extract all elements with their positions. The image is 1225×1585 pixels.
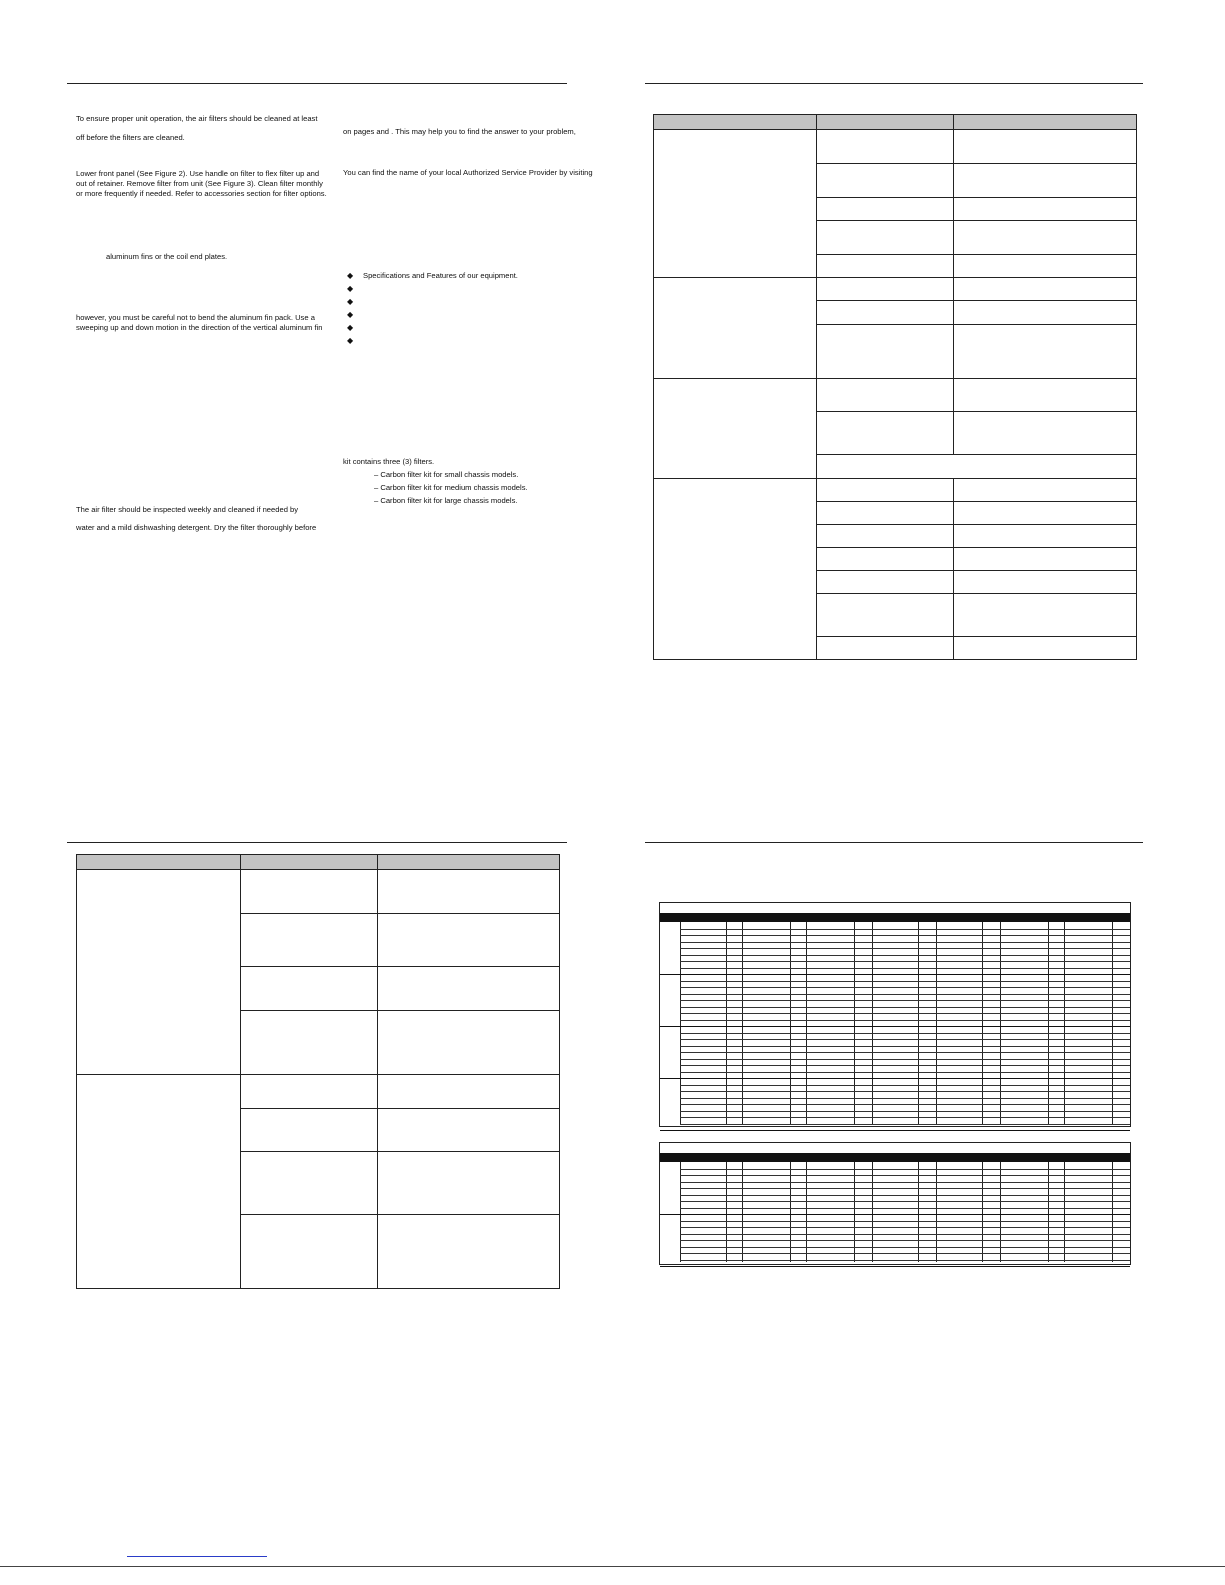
- solution-cell: [954, 255, 1137, 278]
- top-right-header-rule: [645, 83, 1143, 84]
- carbon-kit-item: – Carbon filter kit for large chassis models.: [374, 496, 518, 505]
- grid-header-band: [660, 1153, 1130, 1162]
- bullet-item: [347, 334, 518, 347]
- grid-row-line: [680, 1020, 1130, 1021]
- grid-column-line: [1112, 922, 1113, 1124]
- bullet-item: ◆ Specifications and Features of our equipment.: [347, 271, 518, 280]
- cause-cell: [817, 594, 954, 637]
- solution-cell: [378, 1075, 560, 1109]
- grid-row-line: [680, 1052, 1130, 1053]
- coil-paragraph-line: however, you must be careful not to bend the aluminum fin pack. Use a: [76, 313, 315, 322]
- cause-cell: [817, 502, 954, 525]
- grid-row-line: [680, 1253, 1130, 1254]
- table-header-row: [77, 855, 560, 870]
- solution-cell: [378, 1109, 560, 1152]
- grid-column-line: [854, 922, 855, 1124]
- cause-cell: [817, 198, 954, 221]
- grid-row-line: [680, 1065, 1130, 1066]
- grid-row-line: [680, 1098, 1130, 1099]
- table-row: [654, 278, 1137, 301]
- table-row: [654, 130, 1137, 164]
- solution-cell: [954, 278, 1137, 301]
- grid-row-line: [680, 1227, 1130, 1228]
- table-header-cell: [77, 855, 241, 870]
- grid-row-line: [680, 1085, 1130, 1086]
- grid-group-divider: [660, 1078, 1130, 1079]
- diamond-bullet-icon: ◆: [347, 297, 354, 306]
- top-left-header-rule: [67, 83, 567, 84]
- specifications-grid-table: [659, 902, 1131, 1127]
- grid-row-line: [680, 1033, 1130, 1034]
- solution-cell: [954, 221, 1137, 255]
- grid-row-line: [680, 1175, 1130, 1176]
- coil-paragraph-line: aluminum fins or the coil end plates.: [106, 252, 228, 261]
- table-header-cell: [954, 115, 1137, 130]
- solution-cell: [954, 301, 1137, 325]
- solution-cell: [378, 1215, 560, 1289]
- grid-row-line: [680, 1234, 1130, 1235]
- grid-column-line: [872, 922, 873, 1124]
- grid-row-line: [680, 1117, 1130, 1118]
- grid-column-line: [936, 922, 937, 1124]
- diamond-bullet-icon: ◆: [347, 310, 354, 319]
- bullet-item: [347, 282, 518, 295]
- cause-cell: [241, 1152, 378, 1215]
- grid-row-line: [680, 929, 1130, 930]
- solution-cell: [378, 870, 560, 914]
- bottom-right-header-rule: [645, 842, 1143, 843]
- solution-cell: [954, 164, 1137, 198]
- carbon-kit-item: – Carbon filter kit for small chassis models.: [374, 470, 519, 479]
- bottom-left-header-rule: [67, 842, 567, 843]
- grid-group-divider: [660, 974, 1130, 975]
- troubleshooting-table-right: [653, 114, 1137, 660]
- grid-row-line: [680, 1013, 1130, 1014]
- solution-cell: [378, 967, 560, 1011]
- grid-row-line: [680, 1195, 1130, 1196]
- grid-row-line: [680, 942, 1130, 943]
- grid-group-divider: [660, 1214, 1130, 1215]
- grid-column-line: [982, 922, 983, 1124]
- table-row: [77, 1075, 560, 1109]
- grid-column-line: [918, 922, 919, 1124]
- bullet-item: [347, 308, 518, 321]
- solution-cell: [954, 594, 1137, 637]
- cause-cell: [241, 914, 378, 967]
- cause-cell: [817, 325, 954, 379]
- grid-row-line: [680, 1059, 1130, 1060]
- cause-cell: [817, 548, 954, 571]
- grid-row-line: [680, 935, 1130, 936]
- filter-paragraph-line: out of retainer. Remove filter from unit (See Figure 3). Clean filter monthly: [76, 179, 323, 188]
- service-provider-line: You can find the name of your local Authorized Service Provider by visiting: [343, 168, 593, 177]
- merged-cell: [817, 455, 1137, 479]
- cause-cell: [817, 525, 954, 548]
- table-row: [654, 379, 1137, 412]
- service-pages-line: on pages and . This may help you to find the answer to your problem,: [343, 127, 576, 136]
- grid-column-line: [1000, 922, 1001, 1124]
- filter-paragraph-line: off before the filters are cleaned.: [76, 133, 185, 142]
- table-row: [77, 870, 560, 914]
- cause-cell: [817, 221, 954, 255]
- grid-column-line: [790, 922, 791, 1124]
- grid-header-band: [660, 913, 1130, 922]
- grid-row-line: [680, 1104, 1130, 1105]
- grid-row-line: [680, 1247, 1130, 1248]
- grid-row-line: [680, 1188, 1130, 1189]
- carbon-kit-line: kit contains three (3) filters.: [343, 457, 435, 466]
- filter-inspection-line: The air filter should be inspected weekly and cleaned if needed by: [76, 505, 299, 514]
- grid-column-line: [1064, 922, 1065, 1124]
- solution-cell: [378, 914, 560, 967]
- coil-paragraph-line: sweeping up and down motion in the direction of the vertical aluminum fin: [76, 323, 323, 332]
- footer-rule: [0, 1566, 1225, 1567]
- cause-cell: [241, 1011, 378, 1075]
- bullet-item: [347, 321, 518, 334]
- solution-cell: [954, 198, 1137, 221]
- problem-cell: [654, 479, 817, 660]
- grid-group-divider: [660, 1266, 1130, 1267]
- grid-row-line: [680, 961, 1130, 962]
- grid-row-line: [680, 1221, 1130, 1222]
- grid-row-line: [680, 1111, 1130, 1112]
- cause-cell: [817, 479, 954, 502]
- diamond-bullet-icon: ◆: [347, 336, 354, 345]
- grid-row-line: [680, 1000, 1130, 1001]
- grid-row-line: [680, 987, 1130, 988]
- solution-cell: [954, 479, 1137, 502]
- solution-cell: [954, 525, 1137, 548]
- filter-inspection-line: water and a mild dishwashing detergent. Dry the filter thoroughly before: [76, 523, 317, 532]
- cause-cell: [817, 130, 954, 164]
- grid-row-line: [680, 1260, 1130, 1261]
- specifications-grid-table: [659, 1142, 1131, 1265]
- filter-paragraph-line: To ensure proper unit operation, the air filters should be cleaned at least: [76, 114, 318, 123]
- grid-row-line: [680, 1072, 1130, 1073]
- cause-cell: [241, 870, 378, 914]
- grid-row-line: [680, 1007, 1130, 1008]
- table-row: [654, 479, 1137, 502]
- cause-cell: [241, 1109, 378, 1152]
- table-header-cell: [241, 855, 378, 870]
- cause-cell: [817, 379, 954, 412]
- website-bullet-list: [347, 269, 518, 347]
- grid-row-line: [680, 955, 1130, 956]
- grid-column-line: [1048, 922, 1049, 1124]
- solution-cell: [954, 130, 1137, 164]
- cause-cell: [817, 278, 954, 301]
- solution-cell: [954, 379, 1137, 412]
- diamond-bullet-icon: ◆: [347, 323, 354, 332]
- solution-cell: [954, 548, 1137, 571]
- problem-cell: [77, 1075, 241, 1289]
- carbon-kit-list: [374, 470, 528, 509]
- grid-group-divider: [660, 1026, 1130, 1027]
- grid-row-line: [680, 1182, 1130, 1183]
- filter-paragraph-line: or more frequently if needed. Refer to accessories section for filter options.: [76, 189, 327, 198]
- solution-cell: [954, 325, 1137, 379]
- grid-column-line: [806, 922, 807, 1124]
- footer-link-underline[interactable]: [127, 1556, 267, 1557]
- grid-row-line: [680, 948, 1130, 949]
- grid-row-line: [680, 1208, 1130, 1209]
- grid-column-line: [742, 922, 743, 1124]
- cause-cell: [241, 967, 378, 1011]
- grid-row-line: [680, 1201, 1130, 1202]
- cause-cell: [817, 164, 954, 198]
- solution-cell: [954, 571, 1137, 594]
- problem-cell: [654, 130, 817, 278]
- table-header-cell: [378, 855, 560, 870]
- table-header-row: [654, 115, 1137, 130]
- grid-column-line: [726, 922, 727, 1124]
- cause-cell: [817, 301, 954, 325]
- grid-row-line: [680, 1046, 1130, 1047]
- solution-cell: [954, 502, 1137, 525]
- grid-row-line: [680, 1240, 1130, 1241]
- grid-row-line: [680, 1039, 1130, 1040]
- grid-row-line: [680, 981, 1130, 982]
- solution-cell: [954, 637, 1137, 660]
- table-header-cell: [817, 115, 954, 130]
- diamond-bullet-icon: ◆: [347, 271, 354, 280]
- solution-cell: [378, 1152, 560, 1215]
- cause-cell: [241, 1215, 378, 1289]
- grid-row-line: [680, 968, 1130, 969]
- solution-cell: [378, 1011, 560, 1075]
- problem-cell: [654, 278, 817, 379]
- carbon-kit-item: – Carbon filter kit for medium chassis models.: [374, 483, 528, 492]
- bullet-item: [347, 295, 518, 308]
- cause-cell: [241, 1075, 378, 1109]
- table-header-cell: [654, 115, 817, 130]
- grid-group-divider: [660, 1130, 1130, 1131]
- grid-column-line: [680, 922, 681, 1124]
- diamond-bullet-icon: ◆: [347, 284, 354, 293]
- filter-paragraph-line: Lower front panel (See Figure 2). Use handle on filter to flex filter up and: [76, 169, 320, 178]
- cause-cell: [817, 255, 954, 278]
- cause-cell: [817, 637, 954, 660]
- grid-row-line: [680, 1091, 1130, 1092]
- grid-row-line: [680, 1124, 1130, 1125]
- grid-row-line: [680, 1169, 1130, 1170]
- solution-cell: [954, 412, 1137, 455]
- problem-cell: [77, 870, 241, 1075]
- problem-cell: [654, 379, 817, 479]
- troubleshooting-table-left: [76, 854, 560, 1289]
- cause-cell: [817, 571, 954, 594]
- grid-row-line: [680, 994, 1130, 995]
- cause-cell: [817, 412, 954, 455]
